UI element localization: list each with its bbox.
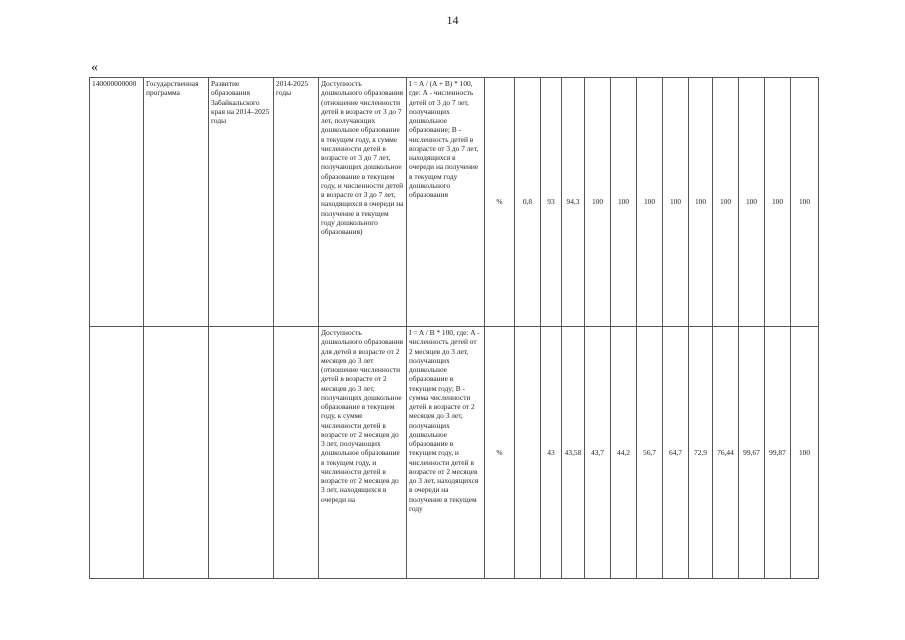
table-row	[90, 78, 819, 327]
page-number: 14	[446, 13, 459, 27]
name-cell: Развитие образования Забайкальского края на 2014–2025 годы	[209, 78, 274, 327]
value-cell: 100	[713, 78, 739, 327]
indicator-cell: Доступность дошкольного образования для детей в возрасте от 2 месяцев до 3 лет (отношение численности детей в возрасте от 2 месяцев до 3 лет, получающих дошкольное образование в текущем году, к сумме численности детей в возрасте от 2 месяцев до 3 лет, получающих дошкольное образование в текущем году, и численности детей в возрасте от 2 месяцев до 3 лет, находящихся в очереди на	[319, 327, 407, 579]
value-cell: 100	[585, 78, 611, 327]
formula-cell: I = A / B * 100, где: A - численность детей от 2 месяцев до 3 лет, получающих дошкольное образование в текущем году; B - сумма численности детей в возрасте от 2 месяцев до 3 лет, получающих дошкольное образование в текущем году, и численности детей в возрасте от 2 месяцев до 3 лет, находящихся в очереди на получение в текущем году	[407, 327, 485, 579]
value-cell: 93	[541, 78, 562, 327]
value-cell: 100	[739, 78, 765, 327]
type-cell: Государственная программа	[144, 78, 209, 327]
unit-cell: %	[485, 78, 515, 327]
value-cell: 99,67	[739, 327, 765, 579]
period-cell	[274, 327, 319, 579]
indicator-cell: Доступность дошкольного образования (отношение численности детей в возрасте от 3 до 7 лет, получающих дошкольное образование в текущем году, к сумме численности детей в возрасте от 3 до 7 лет, получающих дошкольное образование в текущем году, и численности детей в возрасте от 3 до 7 лет, находящихся в очереди на получение в текущем году дошкольного образования)	[319, 78, 407, 327]
value-cell: 94,3	[562, 78, 585, 327]
period-cell: 2014-2025 годы	[274, 78, 319, 327]
value-cell: 64,7	[663, 327, 689, 579]
code-cell: 140000000000	[90, 78, 144, 327]
value-cell	[515, 327, 541, 579]
value-cell: 100	[791, 78, 819, 327]
value-cell: 44,2	[611, 327, 637, 579]
table-row	[90, 327, 819, 579]
value-cell: 99,87	[765, 327, 791, 579]
unit-cell: %	[485, 327, 515, 579]
value-cell: 100	[689, 78, 713, 327]
code-cell	[90, 327, 144, 579]
formula-cell: I = A / (A + B) * 100, где: A - численность детей от 3 до 7 лет, получающих дошкольное образование; B - численность детей в возрасте от 3 до 7 лет, находящихся в очереди на получение в текущем году дошкольного образования	[407, 78, 485, 327]
type-cell	[144, 327, 209, 579]
value-cell: 100	[611, 78, 637, 327]
value-cell: 100	[791, 327, 819, 579]
value-cell: 56,7	[637, 327, 663, 579]
value-cell: 43,58	[562, 327, 585, 579]
value-cell: 100	[637, 78, 663, 327]
value-cell: 43,7	[585, 327, 611, 579]
value-cell: 100	[663, 78, 689, 327]
value-cell: 76,44	[713, 327, 739, 579]
value-cell: 72,9	[689, 327, 713, 579]
value-cell: 100	[765, 78, 791, 327]
opening-quote: «	[91, 60, 98, 75]
indicator-table	[89, 77, 819, 579]
name-cell	[209, 327, 274, 579]
value-cell: 0,8	[515, 78, 541, 327]
value-cell: 43	[541, 327, 562, 579]
